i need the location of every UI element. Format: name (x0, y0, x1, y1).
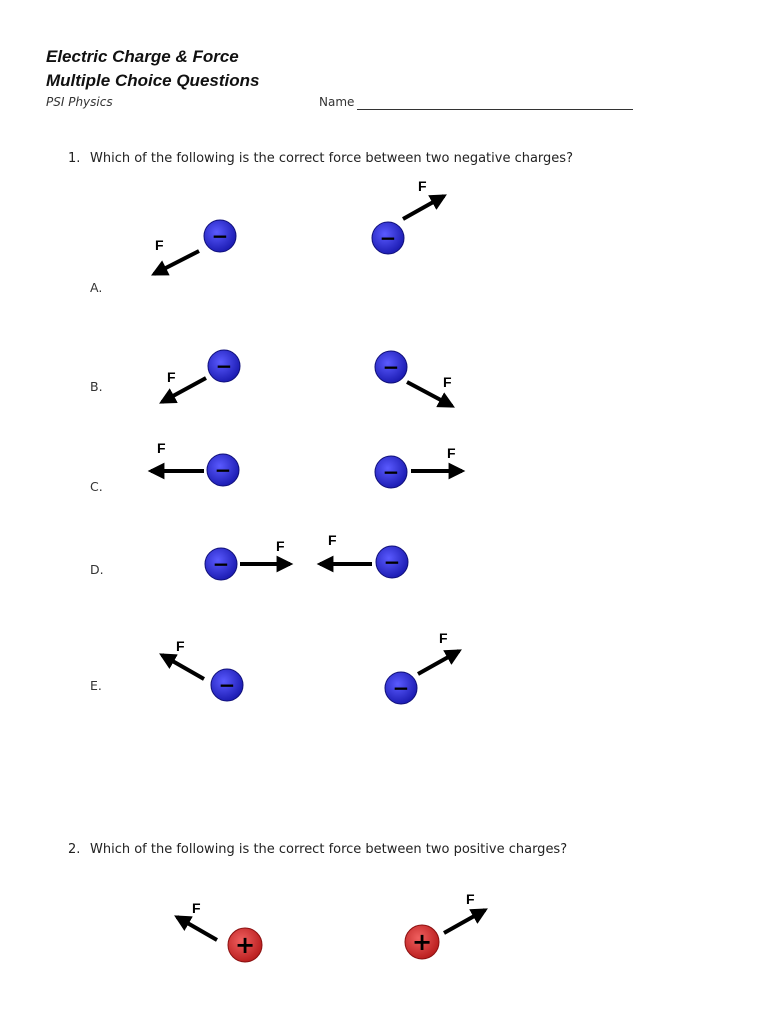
minus-sign: − (382, 355, 400, 379)
course-label: PSI Physics (46, 95, 113, 109)
force-label: F (418, 178, 427, 194)
option-e-diagram (162, 630, 459, 704)
minus-sign: − (383, 550, 401, 574)
force-arrow (403, 196, 444, 219)
minus-sign: − (211, 224, 229, 248)
force-arrow (162, 655, 204, 679)
option-d-label: D. (90, 562, 104, 577)
option-b-label: B. (90, 379, 103, 394)
negative-charge (204, 220, 236, 252)
force-label: F (443, 374, 452, 390)
force-label: F (466, 891, 475, 907)
option-c-label: C. (90, 479, 103, 494)
negative-charge (211, 669, 243, 701)
title-line-2: Multiple Choice Questions (46, 71, 260, 90)
negative-charge (205, 548, 237, 580)
negative-charge (207, 454, 239, 486)
option-e-label: E. (90, 678, 102, 693)
minus-sign: − (218, 673, 236, 697)
option-d-diagram (205, 532, 408, 580)
force-arrow (177, 917, 217, 940)
option-a-label: A. (90, 280, 103, 295)
force-label: F (176, 638, 185, 654)
force-label: F (328, 532, 337, 548)
option-a-diagram (154, 178, 444, 274)
minus-sign: − (379, 226, 397, 250)
question-2-number: 2. (68, 842, 81, 857)
question-2-text: Which of the following is the correct force between two positive charges? (90, 842, 568, 857)
minus-sign: − (212, 552, 230, 576)
force-label: F (192, 900, 201, 916)
question-1-text: Which of the following is the correct force between two negative charges? (90, 151, 573, 166)
minus-sign: − (214, 458, 232, 482)
positive-charge (228, 928, 262, 962)
name-label: Name (319, 95, 355, 109)
force-arrow (154, 251, 199, 274)
negative-charge (372, 222, 404, 254)
plus-sign: + (411, 928, 433, 956)
force-label: F (439, 630, 448, 646)
question-1-number: 1. (68, 151, 81, 166)
title-line-1: Electric Charge & Force (46, 47, 239, 66)
option-b-diagram (162, 350, 452, 406)
plus-sign: + (234, 931, 256, 959)
force-arrow (444, 910, 485, 933)
negative-charge (208, 350, 240, 382)
force-arrow (418, 651, 459, 674)
force-label: F (276, 538, 285, 554)
minus-sign: − (392, 676, 410, 700)
question-2-diagram (177, 891, 485, 962)
force-label: F (157, 440, 166, 456)
negative-charge (375, 456, 407, 488)
minus-sign: − (382, 460, 400, 484)
force-label: F (155, 237, 164, 253)
negative-charge (385, 672, 417, 704)
positive-charge (405, 925, 439, 959)
negative-charge (375, 351, 407, 383)
minus-sign: − (215, 354, 233, 378)
option-c-diagram (151, 440, 462, 488)
negative-charge (376, 546, 408, 578)
force-label: F (167, 369, 176, 385)
force-label: F (447, 445, 456, 461)
